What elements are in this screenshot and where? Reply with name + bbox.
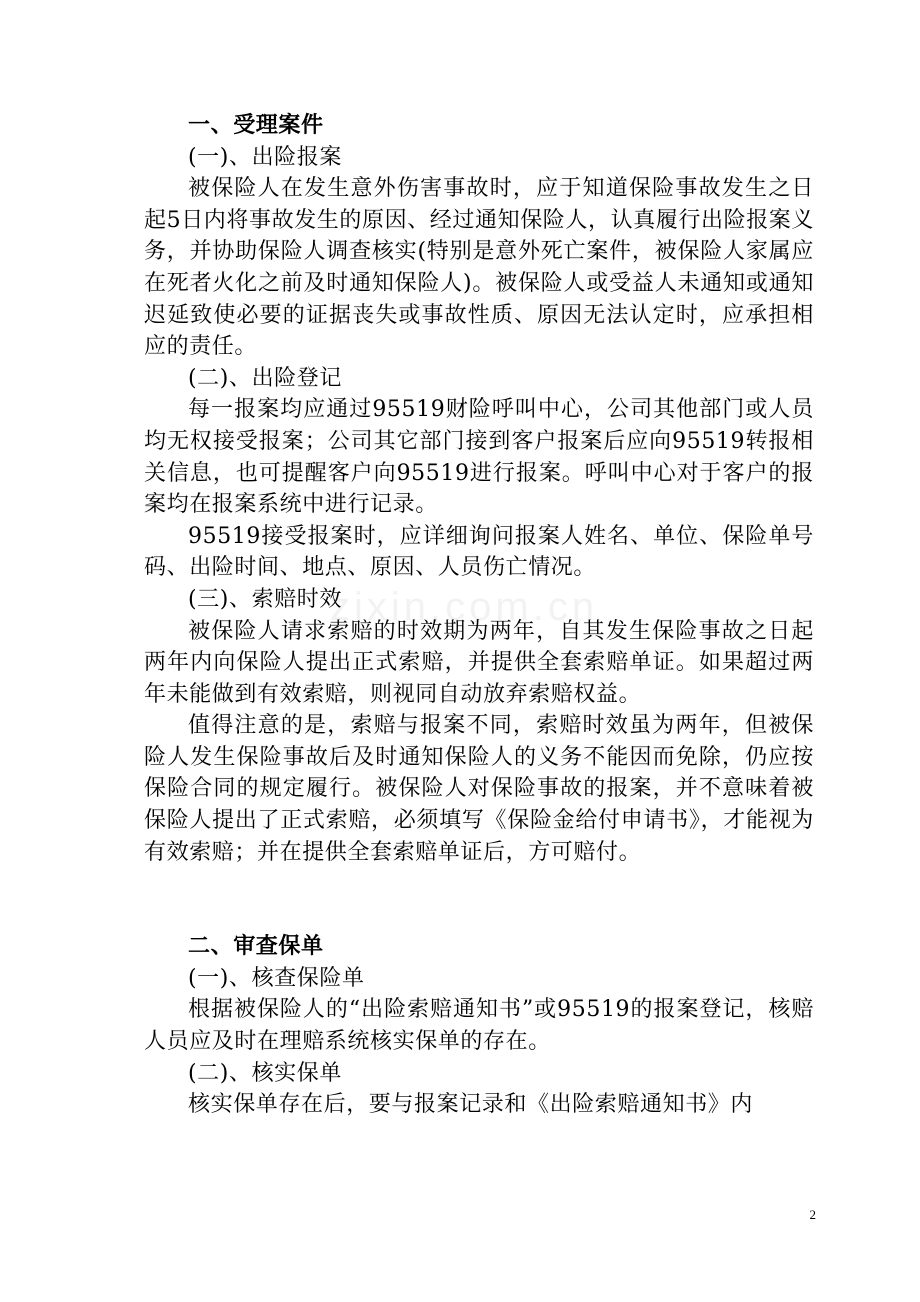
page-number: 2 [809,1207,816,1222]
sub-heading: (三)、索赔时效 [188,586,342,612]
paragraph: 每一报案均应通过95519财险呼叫中心，公司其他部门或人员均无权接受报案；公司其它部门接到客户报案后应向95519转报相关信息，也可提醒客户向95519进行报案。呼叫中心对于客户的报案均在报案系统中进行记录。 [144,397,814,518]
page-body [144,110,814,1121]
paragraph: 被保险人在发生意外伤害事故时，应于知道保险事故发生之日起5日内将事故发生的原因、经过通知保险人，认真履行出险报案义务，并协助保险人调查核实(特别是意外死亡案件，被保险人家属应在死者火化之前及时通知保险人)。被保险人或受益人未通知或通知迟延致使必要的证据丧失或事故性质、原因无法认定时，应承担相应的责任。 [144,176,814,360]
paragraph: 根据被保险人的“出险索赔通知书”或95519的报案登记，核赔人员应及时在理赔系统核实保单的存在。 [144,997,814,1055]
paragraph: 值得注意的是，索赔与报案不同，索赔时效虽为两年，但被保险人发生保险事故后及时通知保险人的义务不能因而免除，仍应按保险合同的规定履行。被保险人对保险事故的报案，并不意味着被保险人提出了正式索赔，必须填写《保险金给付申请书》，才能视为有效索赔；并在提供全套索赔单证后，方可赔付。 [144,713,814,865]
section-heading: 二、审查保单 [188,933,324,960]
section-heading: 一、受理案件 [188,112,324,138]
sub-heading: (二)、核实保单 [188,1060,342,1086]
paragraph: 核实保单存在后，要与报案记录和《出险索赔通知书》内 [188,1092,754,1118]
section-gap [144,868,814,931]
paragraph: 被保险人请求索赔的时效期为两年，自其发生保险事故之日起两年内向保险人提出正式索赔，并提供全套索赔单证。如果超过两年未能做到有效索赔，则视同自动放弃索赔权益。 [144,618,814,707]
watermark: zixin.com.cn [330,585,599,629]
sub-heading: (一)、核查保险单 [188,965,365,991]
paragraph: 95519接受报案时，应详细询问报案人姓名、单位、保险单号码、出险时间、地点、原因、人员伤亡情况。 [144,523,814,581]
sub-heading: (一)、出险报案 [188,144,342,170]
sub-heading: (二)、出险登记 [188,365,342,391]
